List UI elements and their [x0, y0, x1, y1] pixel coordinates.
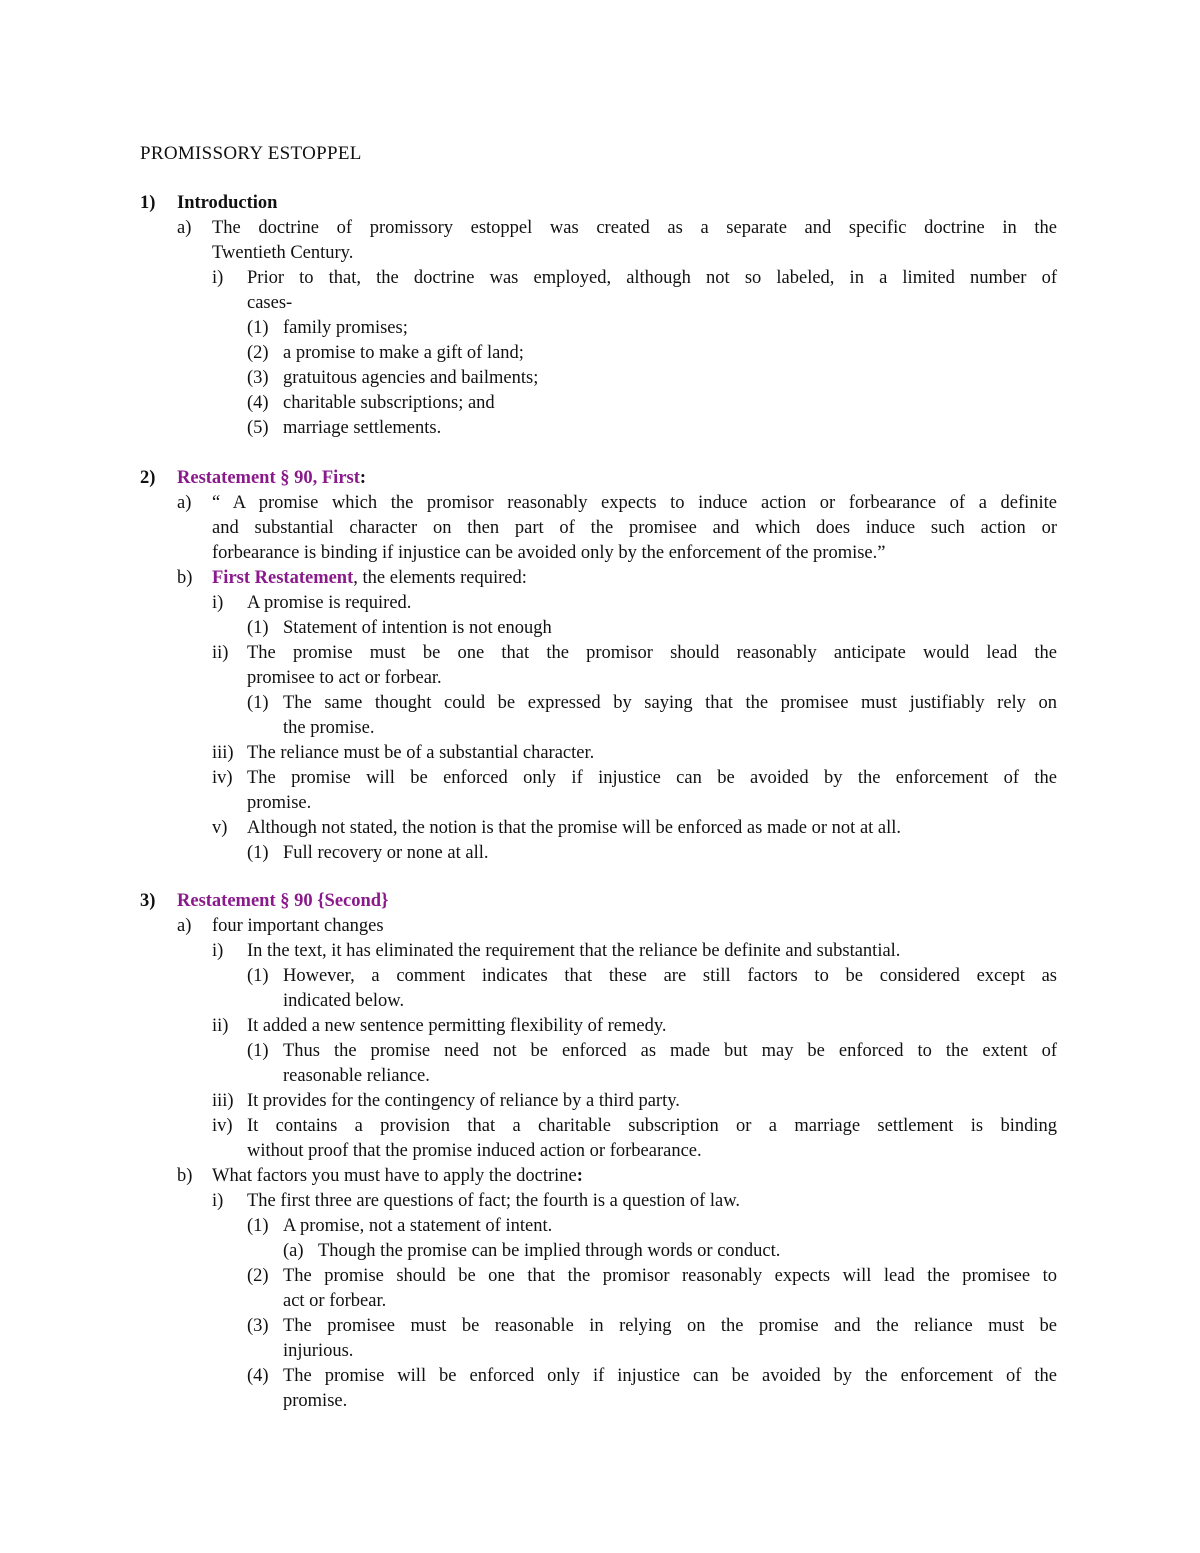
quote-line: “ A promise which the promisor reasonably expects to induce action or forbearance of a definite [212, 493, 1057, 513]
paragraph-line: A promise is required. [247, 593, 412, 613]
item-marker: (1) [247, 618, 269, 638]
quote-line: forbearance is binding if injustice can be avoided only by the enforcement of the promise.” [212, 543, 886, 563]
item-marker: (1) [247, 1041, 269, 1061]
emphasis-text: First Restatement [212, 568, 354, 588]
section-heading [177, 466, 366, 491]
item-marker: (5) [247, 418, 269, 438]
item-marker: a) [177, 493, 192, 513]
section-number: 2) [140, 468, 156, 488]
item-marker: (2) [247, 343, 269, 363]
list-item: a promise to make a gift of land; [283, 343, 524, 363]
paragraph-line: In the text, it has eliminated the requirement that the reliance be definite and substantial. [247, 941, 901, 961]
paragraph-line: The same thought could be expressed by saying that the promisee must justifiably rely on [283, 693, 1057, 713]
paragraph-line: promise. [283, 1391, 348, 1411]
section-heading: Introduction [177, 193, 278, 213]
item-marker: iii) [212, 743, 234, 763]
item-marker: (4) [247, 1366, 269, 1386]
paragraph-line: The doctrine of promissory estoppel was created as a separate and specific doctrine in the [212, 218, 1057, 238]
paragraph-line: without proof that the promise induced action or forbearance. [247, 1141, 702, 1161]
item-marker: (1) [247, 966, 269, 986]
item-marker: (3) [247, 368, 269, 388]
item-marker: (2) [247, 1266, 269, 1286]
paragraph-line [212, 1164, 583, 1189]
item-marker: i) [212, 941, 224, 961]
section-heading-text: Restatement § 90, First [177, 468, 360, 488]
item-marker: v) [212, 818, 228, 838]
paragraph-text: , the elements required: [353, 568, 527, 588]
item-marker: ii) [212, 1016, 229, 1036]
paragraph-line: promise. [247, 793, 312, 813]
paragraph-line: It contains a provision that a charitable subscription or a marriage settlement is binding [247, 1116, 1057, 1136]
paragraph-line: Thus the promise need not be enforced as made but may be enforced to the extent of [283, 1041, 1057, 1061]
paragraph-text: What factors you must have to apply the doctrine [212, 1166, 577, 1186]
document-title: PROMISSORY ESTOPPEL [140, 143, 362, 164]
paragraph-line: The promise should be one that the promisor reasonably expects will lead the promisee to [283, 1266, 1057, 1286]
item-marker: ii) [212, 643, 229, 663]
item-marker: iv) [212, 768, 233, 788]
paragraph-line: However, a comment indicates that these are still factors to be considered except as [283, 966, 1057, 986]
paragraph-line: The reliance must be of a substantial character. [247, 743, 595, 763]
item-marker: i) [212, 268, 224, 288]
paragraph-line: The first three are questions of fact; the fourth is a question of law. [247, 1191, 741, 1211]
paragraph-line: It added a new sentence permitting flexibility of remedy. [247, 1016, 667, 1036]
item-marker: a) [177, 218, 192, 238]
paragraph-line: the promise. [283, 718, 375, 738]
paragraph-line: reasonable reliance. [283, 1066, 430, 1086]
colon: : [576, 1166, 583, 1186]
item-marker: (4) [247, 393, 269, 413]
list-item: family promises; [283, 318, 408, 338]
item-marker: i) [212, 1191, 224, 1211]
paragraph-line: The promise will be enforced only if injustice can be avoided by the enforcement of the [247, 768, 1057, 788]
item-marker: iv) [212, 1116, 233, 1136]
list-item: gratuitous agencies and bailments; [283, 368, 539, 388]
list-item: marriage settlements. [283, 418, 442, 438]
item-marker: a) [177, 916, 192, 936]
heading-colon: : [359, 468, 367, 488]
paragraph-line [212, 566, 527, 591]
paragraph-line: injurious. [283, 1341, 354, 1361]
item-marker: b) [177, 1166, 193, 1186]
item-marker: (1) [247, 693, 269, 713]
paragraph-line: Statement of intention is not enough [283, 618, 552, 638]
item-marker: (a) [283, 1241, 304, 1261]
section-heading: Restatement § 90 {Second} [177, 891, 389, 911]
paragraph-line: The promisee must be reasonable in relying on the promise and the reliance must be [283, 1316, 1057, 1336]
item-marker: i) [212, 593, 224, 613]
item-marker: (1) [247, 1216, 269, 1236]
list-item: charitable subscriptions; and [283, 393, 495, 413]
paragraph-line: Prior to that, the doctrine was employed, although not so labeled, in a limited number of [247, 268, 1057, 288]
paragraph-line: Full recovery or none at all. [283, 843, 489, 863]
item-marker: (3) [247, 1316, 269, 1336]
paragraph-line: four important changes [212, 916, 384, 936]
section-number: 1) [140, 193, 156, 213]
section-number: 3) [140, 891, 156, 911]
paragraph-line: cases- [247, 293, 293, 313]
paragraph-line: It provides for the contingency of reliance by a third party. [247, 1091, 680, 1111]
paragraph-line: indicated below. [283, 991, 405, 1011]
paragraph-line: Though the promise can be implied through words or conduct. [318, 1241, 781, 1261]
item-marker: iii) [212, 1091, 234, 1111]
paragraph-line: Twentieth Century. [212, 243, 354, 263]
item-marker: (1) [247, 843, 269, 863]
paragraph-line: A promise, not a statement of intent. [283, 1216, 553, 1236]
paragraph-line: The promise will be enforced only if injustice can be avoided by the enforcement of the [283, 1366, 1057, 1386]
paragraph-line: Although not stated, the notion is that the promise will be enforced as made or not at all. [247, 818, 902, 838]
quote-line: and substantial character on then part of the promisee and which does induce such action or [212, 518, 1057, 538]
paragraph-line: act or forbear. [283, 1291, 387, 1311]
paragraph-line: promisee to act or forbear. [247, 668, 442, 688]
paragraph-line: The promise must be one that the promisor should reasonably anticipate would lead the [247, 643, 1057, 663]
item-marker: b) [177, 568, 193, 588]
item-marker: (1) [247, 318, 269, 338]
